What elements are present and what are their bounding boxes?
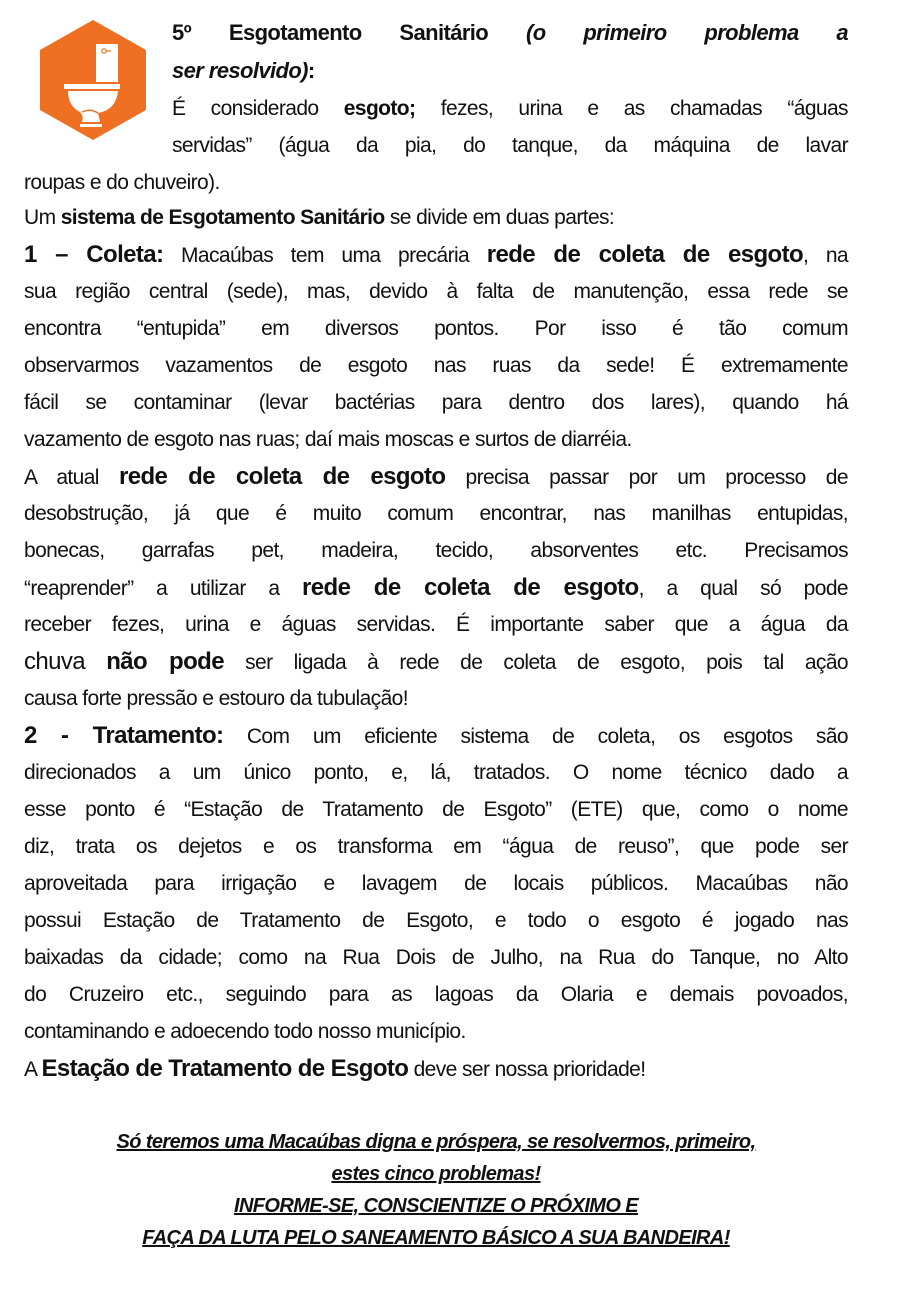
tratamento-line: baixadas da cidade; como na Rua Dois de Julho, na Rua do Tanque, no Alto xyxy=(24,946,848,969)
system-text: se divide em duas partes: xyxy=(389,206,615,229)
coleta-text: Macaúbas tem uma precária xyxy=(181,244,470,267)
intro-text: fezes, urina e as chamadas “águas xyxy=(440,97,848,120)
atual-text: ser ligada à rede de coleta de esgoto, pois tal ação xyxy=(245,651,848,674)
title-subtitle: (o primeiro problema a xyxy=(525,20,849,45)
footer-line xyxy=(24,1222,848,1254)
intro-text: É considerado xyxy=(172,97,319,120)
section-title-cont xyxy=(172,52,848,90)
coleta-line: encontra “entupida” em diversos pontos. Por isso é tão comum xyxy=(24,317,848,340)
tratamento-label: 2 - Tratamento: xyxy=(24,722,224,749)
intro-line: servidas” (água da pia, do tanque, da máquina de lavar xyxy=(172,134,848,157)
tratamento-line: esse ponto é “Estação de Tratamento de Esgoto” (ETE) que, como o nome xyxy=(24,798,848,821)
section-title xyxy=(172,14,848,52)
coleta-line: vazamento de esgoto nas ruas; daí mais moscas e surtos de diarréia. xyxy=(24,428,632,451)
system-bold: sistema de Esgotamento Sanitário xyxy=(60,206,385,229)
atual-line xyxy=(24,643,848,680)
title-colon: : xyxy=(307,58,315,83)
priority-line xyxy=(24,1050,848,1087)
atual-text: , a qual só pode xyxy=(638,577,848,600)
atual-text: precisa passar por um processo de xyxy=(465,466,848,489)
system-line xyxy=(24,199,848,236)
coleta-text: , na xyxy=(803,244,848,267)
body xyxy=(24,199,848,1087)
coleta-line xyxy=(24,236,848,273)
tratamento-line: aproveitada para irrigação e lavagem de locais públicos. Macaúbas não xyxy=(24,872,848,895)
intro-bold: esgoto; xyxy=(343,97,416,120)
coleta-line: observarmos vazamentos de esgoto nas ruas da sede! É extremamente xyxy=(24,354,848,377)
call-to-action xyxy=(24,1126,848,1254)
footer-text: FAÇA DA LUTA PELO SANEAMENTO BÁSICO A SUA BANDEIRA! xyxy=(142,1227,730,1249)
atual-line: causa forte pressão e estouro da tubulação! xyxy=(24,687,408,710)
atual-text: “reaprender” a utilizar a xyxy=(24,577,280,600)
title-subtitle-cont: ser resolvido) xyxy=(172,58,308,83)
atual-bold: não pode xyxy=(106,648,224,675)
coleta-line: sua região central (sede), mas, devido à falta de manutenção, essa rede se xyxy=(24,280,848,303)
atual-line: bonecas, garrafas pet, madeira, tecido, absorventes etc. Precisamos xyxy=(24,539,848,562)
intro-line xyxy=(172,90,848,127)
footer-text: INFORME-SE, CONSCIENTIZE O PRÓXIMO E xyxy=(234,1195,638,1217)
tratamento-line: do Cruzeiro etc., seguindo para as lagoas da Olaria e demais povoados, xyxy=(24,983,848,1006)
tratamento-text: Com um eficiente sistema de coleta, os esgotos são xyxy=(246,725,848,748)
priority-text: deve ser nossa prioridade! xyxy=(413,1058,646,1081)
footer-text: Só teremos uma Macaúbas digna e próspera, se resolvermos, primeiro, xyxy=(116,1131,756,1153)
tratamento-line: diz, trata os dejetos e os transforma em “água de reuso”, que pode ser xyxy=(24,835,848,858)
title-text: 5º Esgotamento Sanitário xyxy=(172,20,489,45)
system-text: Um xyxy=(24,206,56,229)
atual-bold: rede de coleta de esgoto xyxy=(302,574,639,601)
atual-text: chuva xyxy=(24,648,86,675)
section-header xyxy=(24,14,848,201)
priority-bold: Estação de Tratamento de Esgoto xyxy=(41,1055,409,1082)
footer-line xyxy=(24,1158,848,1190)
atual-line xyxy=(24,458,848,495)
tratamento-line xyxy=(24,717,848,754)
atual-bold: rede de coleta de esgoto xyxy=(118,463,446,490)
footer-line xyxy=(24,1190,848,1222)
atual-line: desobstrução, já que é muito comum encontrar, nas manilhas entupidas, xyxy=(24,502,848,525)
priority-text: A xyxy=(24,1058,37,1081)
atual-text: A atual xyxy=(24,466,99,489)
coleta-line: fácil se contaminar (levar bactérias para dentro dos lares), quando há xyxy=(24,391,848,414)
footer-text: estes cinco problemas! xyxy=(331,1163,541,1185)
atual-line: receber fezes, urina e águas servidas. É importante saber que a água da xyxy=(24,613,848,636)
tratamento-line: possui Estação de Tratamento de Esgoto, e todo o esgoto é jogado nas xyxy=(24,909,848,932)
tratamento-line: contaminando e adoecendo todo nosso município. xyxy=(24,1020,466,1043)
atual-line xyxy=(24,569,848,606)
coleta-label: 1 – Coleta: xyxy=(24,241,164,268)
tratamento-line: direcionados a um único ponto, e, lá, tratados. O nome técnico dado a xyxy=(24,761,848,784)
footer-line xyxy=(24,1126,848,1158)
intro-line: roupas e do chuveiro). xyxy=(24,171,220,194)
coleta-bold: rede de coleta de esgoto xyxy=(486,241,804,268)
